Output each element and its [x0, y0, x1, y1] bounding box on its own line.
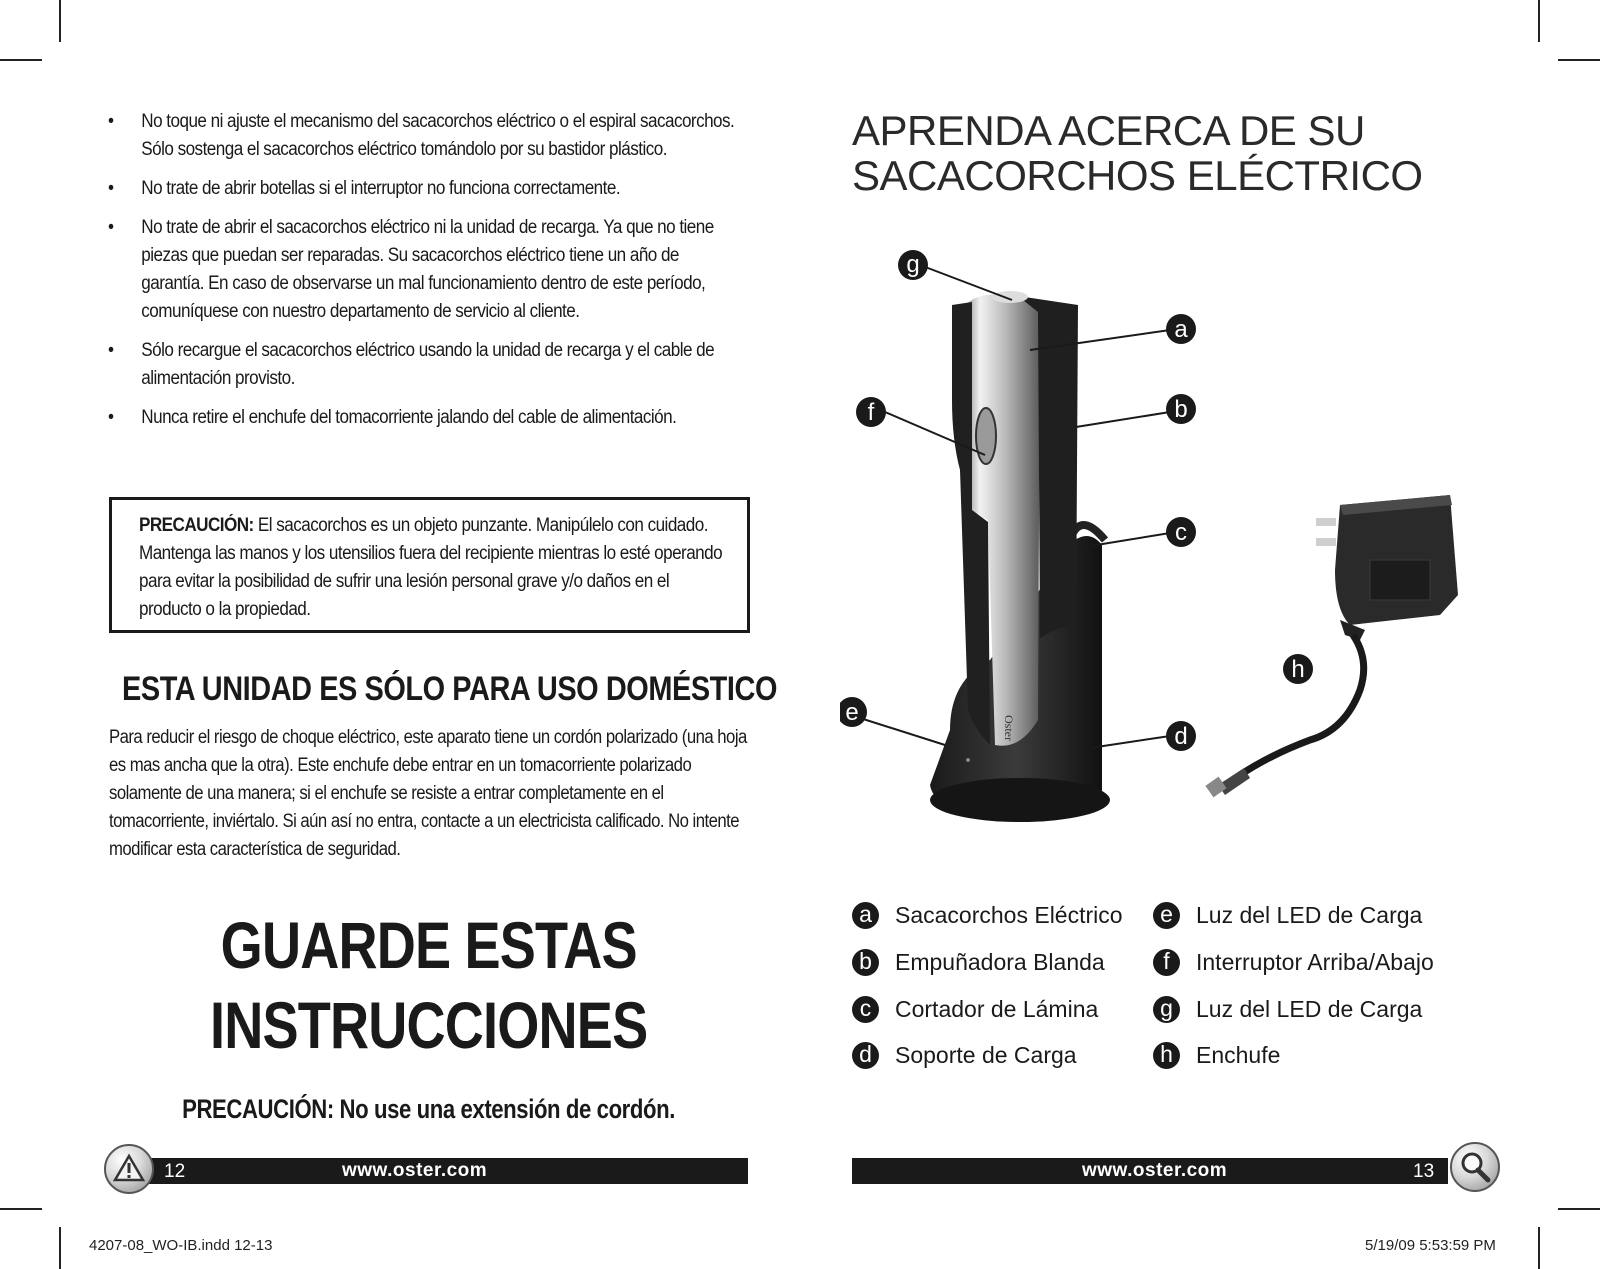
save-instructions-heading — [109, 905, 749, 1065]
legend-label: Enchufe — [1196, 1042, 1281, 1068]
warning-triangle-icon — [104, 1144, 154, 1194]
legend-item — [1153, 949, 1434, 976]
bullet-text: No trate de abrir botellas si el interruptor no funciona correctamente. — [141, 178, 621, 199]
crop-mark — [0, 59, 42, 61]
file-slug: 4207-08_WO-IB.indd 12-13 — [89, 1237, 273, 1254]
magnifier-icon — [1450, 1142, 1500, 1192]
list-item: • Nunca retire el enchufe del tomacorriente jalando del cable de alimentación. — [108, 407, 677, 428]
list-item: • No trate de abrir el sacacorchos eléctrico ni la unidad de recarga. Ya que no tiene piezas que puedan ser reparadas. Su sacacorchos eléctrico tiene un año de garantía. En caso de observarse un mal funcionamiento dentro de este período, comuníquese con nuestro departamento de servicio al cliente. — [108, 217, 714, 322]
safety-bullet-list — [108, 108, 735, 443]
legend-item — [852, 996, 1098, 1023]
caution-body: El sacacorchos es un objeto punzante. Manipúlelo con cuidado. Mantenga las manos y los utensilios fuera del recipiente mientras lo esté operando para evitar la posibilidad de sufrir una lesión personal grave y/o daños en el producto o la propiedad. — [139, 515, 723, 620]
led-light — [992, 291, 1028, 303]
crop-mark — [1558, 1208, 1600, 1210]
caution-text — [139, 512, 733, 624]
caution-box — [109, 497, 750, 633]
crop-mark — [0, 1208, 42, 1210]
legend-label: Interruptor Arriba/Abajo — [1196, 949, 1434, 975]
svg-text:f: f — [867, 399, 875, 426]
list-item: • No trate de abrir botellas si el interruptor no funciona correctamente. — [108, 178, 621, 199]
domestic-use-heading: ESTA UNIDAD ES SÓLO PARA USO DOMÉSTICO — [122, 670, 778, 708]
legend-key: e — [1153, 902, 1180, 929]
legend-key: a — [852, 902, 879, 929]
title-line1: APRENDA ACERCA DE SU — [852, 107, 1365, 154]
legend-label: Soporte de Carga — [895, 1042, 1077, 1068]
bullet-text: Nunca retire el enchufe del tomacorriente jalando del cable de alimentación. — [141, 407, 677, 428]
bullet-text: No trate de abrir el sacacorchos eléctrico ni la unidad de recarga. Ya que no tiene piezas que puedan ser reparadas. Su sacacorchos eléctrico tiene un año de garantía. En caso de observarse un mal funcionamiento dentro de este período, comuníquese con nuestro departamento de servicio al cliente. — [141, 217, 714, 322]
svg-text:g: g — [906, 251, 920, 278]
svg-text:c: c — [1175, 519, 1187, 546]
legend-item — [1153, 902, 1422, 929]
corkscrew-diagram — [840, 240, 1500, 840]
bullet-text: Sólo recargue el sacacorchos eléctrico usando la unidad de recarga y el cable de alimentación provisto. — [141, 340, 715, 389]
legend-item — [1153, 996, 1422, 1023]
svg-text:d: d — [1174, 723, 1188, 750]
crop-mark — [1558, 59, 1600, 61]
footer-url: www.oster.com — [1082, 1160, 1228, 1181]
legend-label: Luz del LED de Carga — [1196, 902, 1423, 928]
legend-item — [1153, 1042, 1280, 1069]
crop-mark — [59, 1227, 61, 1269]
legend-key: h — [1153, 1042, 1180, 1069]
caution-label: PRECAUCIÓN: — [139, 515, 254, 536]
legend-key: d — [852, 1042, 879, 1069]
list-item: • No toque ni ajuste el mecanismo del sacacorchos eléctrico o el espiral sacacorchos. Sólo sostenga el sacacorchos eléctrico tomándolo por su bastidor plástico. — [108, 111, 735, 160]
svg-text:e: e — [845, 699, 859, 726]
legend-key: b — [852, 949, 879, 976]
power-adapter — [1205, 495, 1458, 797]
save-heading-line1: GUARDE ESTAS — [220, 908, 638, 982]
bullet-text: No toque ni ajuste el mecanismo del sacacorchos eléctrico o el espiral sacacorchos. Sólo sostenga el sacacorchos eléctrico tomándolo por su bastidor plástico. — [141, 111, 735, 160]
list-item: • Sólo recargue el sacacorchos eléctrico usando la unidad de recarga y el cable de alimentación provisto. — [108, 340, 715, 389]
svg-text:a: a — [1174, 316, 1188, 343]
up-down-switch — [976, 408, 996, 464]
page-number-left: 12 — [164, 1161, 186, 1182]
right-footer-bar — [852, 1158, 1448, 1184]
svg-text:h: h — [1291, 656, 1305, 683]
legend-label: Cortador de Lámina — [895, 996, 1099, 1022]
crop-mark — [1538, 0, 1540, 42]
date-slug: 5/19/09 5:53:59 PM — [1365, 1237, 1496, 1254]
legend-item — [852, 949, 1105, 976]
crop-mark — [59, 0, 61, 42]
legend-label: Sacacorchos Eléctrico — [895, 902, 1123, 928]
legend-key: c — [852, 996, 879, 1023]
extension-cord-caution: PRECAUCIÓN: No use una extensión de cordón. — [182, 1094, 676, 1124]
save-heading-line2: INSTRUCCIONES — [210, 988, 648, 1062]
page-title — [852, 108, 1423, 198]
legend-label: Luz del LED de Carga — [1196, 996, 1423, 1022]
page-number-right: 13 — [1413, 1161, 1435, 1182]
left-footer-bar — [140, 1158, 748, 1184]
legend-label: Empuñadora Blanda — [895, 949, 1105, 975]
brand-logo: Oster — [1002, 715, 1016, 741]
legend-key: f — [1153, 949, 1180, 976]
crop-mark — [1538, 1227, 1540, 1269]
legend-item — [852, 902, 1123, 929]
footer-url: www.oster.com — [342, 1160, 488, 1181]
svg-text:b: b — [1174, 396, 1188, 423]
legend-key: g — [1153, 996, 1180, 1023]
legend-item — [852, 1042, 1077, 1069]
polarized-plug-text: Para reducir el riesgo de choque eléctrico, este aparato tiene un cordón polarizado (una hoja es mas ancha que la otra). Este enchufe debe entrar en un tomacorriente polarizado solamente de una manera; si el enchufe se resiste a entrar completamente en el tomacorriente, inviértalo. Si aún así no entra, contacte a un electricista calificado. No intente modificar esta característica de seguridad. — [109, 727, 747, 860]
title-line2: SACACORCHOS ELÉCTRICO — [852, 152, 1423, 199]
